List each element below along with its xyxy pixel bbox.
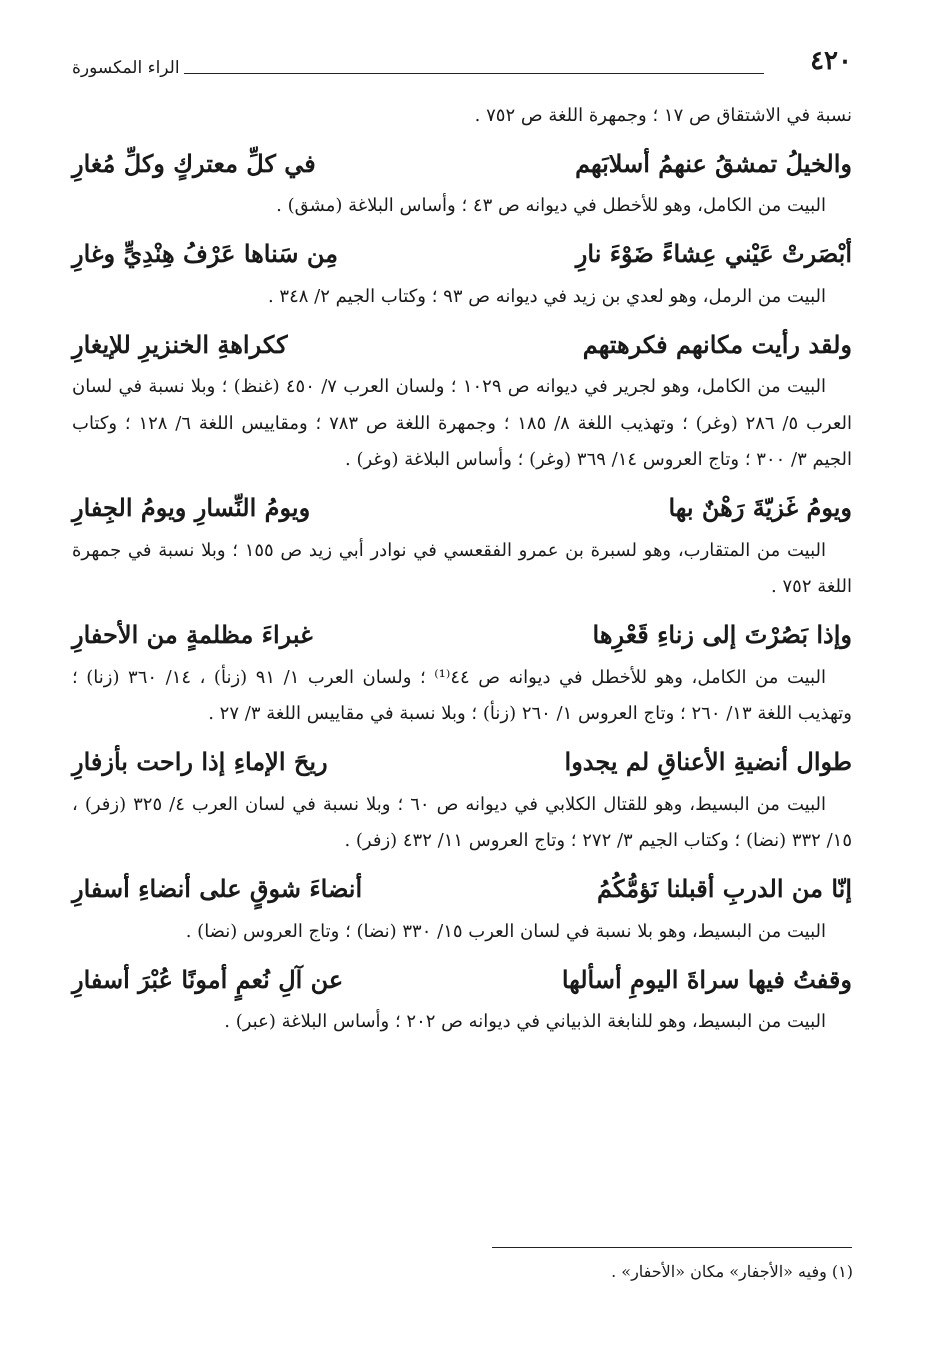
footnote: (١) وفيه «الأجفار» مكان «الأحفار» . — [611, 1262, 853, 1281]
verse-source: البيت من المتقارب، وهو لسبرة بن عمرو الفقعسي في نوادر أبي زيد ص ١٥٥ ؛ وبلا نسبة في جمهرة اللغة ٧٥٢ . — [72, 539, 852, 597]
page-body — [72, 98, 852, 1041]
verse-entry — [72, 138, 852, 225]
verse-source: البيت من البسيط، وهو للنابغة الذبياني في ديوانه ص ٢٠٢ ؛ وأساس البلاغة (عبر) . — [224, 1011, 826, 1032]
footnote-rule — [492, 1247, 852, 1248]
verse-line — [72, 737, 852, 787]
verse-first-hemistich: ولقد رأيت مكانهم فكرهتهم — [582, 329, 852, 359]
verse-entry — [72, 229, 852, 316]
page-number: ٤٢٠ — [810, 46, 852, 76]
verse-source: البيت من الرمل، وهو لعدي بن زيد في ديوانه ص ٩٣ ؛ وكتاب الجيم ٢/ ٣٤٨ . — [267, 285, 826, 307]
verse-first-hemistich: أبْصَرتْ عَيْني عِشاءً ضَوْءَ نارِ — [575, 239, 852, 268]
verse-second-hemistich: عن آلِ نُعمٍ أمونًا عُبْرَ أسفارِ — [72, 964, 344, 994]
verse-source: البيت من البسيط، وهو للقتال الكلابي في ديوانه ص ٦٠ ؛ وبلا نسبة في لسان العرب ٤/ ٣٢٥ (زفر) ، ١٥/ ٣٣٢ (نضا) ؛ وكتاب الجيم ٣/ ٢٧٢ ؛ وتاج العروس ١١/ ٤٣٢ (زفر) . — [72, 793, 852, 851]
verse-second-hemistich: ويومُ النِّسارِ ويومُ الجِفارِ — [72, 493, 311, 522]
verse-first-hemistich: طوال أنضيةِ الأعناقِ لم يجدوا — [564, 747, 852, 776]
verse-entry — [72, 737, 852, 860]
intro-note: نسبة في الاشتقاق ص ١٧ ؛ وجمهرة اللغة ص ٧٥٢ . — [474, 105, 852, 126]
verse-second-hemistich: مِن سَناها عَرْفُ هِنْدِيٍّ وغارِ — [72, 239, 338, 268]
verse-second-hemistich: ريحَ الإماءِ إذا راحت بأزفارِ — [72, 747, 328, 776]
verse-first-hemistich: وإذا بَصُرْتَ إلى زناءِ قَعْرِها — [592, 620, 852, 649]
verse-line — [72, 319, 852, 369]
verse-entry — [72, 864, 852, 951]
verse-second-hemistich: ككراهةِ الخنزيرِ للإيغارِ — [72, 329, 288, 359]
chapter-title: الراء المكسورة — [72, 58, 180, 78]
verse-source: البيت من الكامل، وهو لجرير في ديوانه ص ١٠٢٩ ؛ ولسان العرب ٧/ ٤٥٠ (غنظ) ؛ وبلا نسبة في لسان العرب ٥/ ٢٨٦ (وغر) ؛ وتهذيب اللغة ٨/ ١٨٥ ؛ وجمهرة اللغة ص ٧٨٣ ؛ ومقاييس اللغة ٦/ ١٢٨ ؛ وكتاب الجيم ٣/ ٣٠٠ ؛ وتاج العروس ١٤/ ٣٦٩ (وغر) ؛ وأساس البلاغة (وغر) . — [72, 376, 852, 470]
verse-line — [72, 864, 852, 914]
verse-entry — [72, 319, 852, 479]
verse-second-hemistich: أنضاءَ شوقٍ على أنضاءِ أسفارِ — [72, 874, 363, 903]
verse-line — [72, 229, 852, 279]
verse-second-hemistich: غبراءَ مظلمةٍ من الأحفارِ — [72, 620, 313, 649]
page-header — [72, 46, 852, 86]
verse-entry — [72, 610, 852, 733]
verse-first-hemistich: والخيلُ تمشقُ عنهمُ أسلابَهم — [575, 148, 852, 178]
verse-second-hemistich: في كلِّ معتركٍ وكلِّ مُغارِ — [72, 148, 316, 178]
verse-entry — [72, 483, 852, 606]
verse-first-hemistich: وقفتُ فيها سراةَ اليومِ أسألها — [561, 964, 852, 994]
verse-source: البيت من الكامل، وهو للأخطل في ديوانه ص ٤٤⁽¹⁾ ؛ ولسان العرب ١/ ٩١ (زنأ) ، ١٤/ ٣٦٠ (زنا) ؛ وتهذيب اللغة ١٣/ ٢٦٠ ؛ وتاج العروس ١/ ٢٦٠ (زنأ) ؛ وبلا نسبة في مقاييس اللغة ٣/ ٢٧ . — [72, 666, 852, 724]
verse-entry — [72, 954, 852, 1041]
header-rule — [184, 73, 764, 74]
verse-source: البيت من البسيط، وهو بلا نسبة في لسان العرب ١٥/ ٣٣٠ (نضا) ؛ وتاج العروس (نضا) . — [185, 920, 826, 942]
verse-line — [72, 954, 852, 1004]
verse-source: البيت من الكامل، وهو للأخطل في ديوانه ص ٤٣ ؛ وأساس البلاغة (مشق) . — [276, 195, 826, 216]
verse-first-hemistich: ويومُ غَزيّةَ رَهْنٌ بها — [668, 493, 852, 522]
verse-line — [72, 483, 852, 533]
verse-line — [72, 610, 852, 660]
verse-line — [72, 138, 852, 188]
verse-first-hemistich: إنّا من الدربِ أقبلنا نَؤمُّكُمُ — [596, 874, 852, 903]
